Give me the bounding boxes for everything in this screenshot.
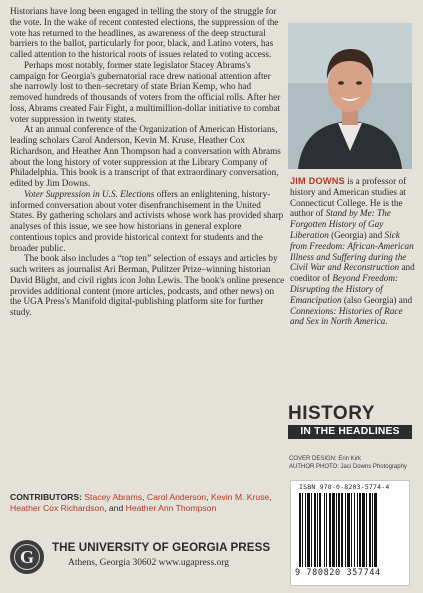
book-title: Sick from Freedom: African-American Illness and Suffering during the Civil War and Reconstruction: [290, 229, 414, 273]
series-logo: [288, 404, 412, 439]
book-title: Connexions: Histories of Race and Sex in North America: [290, 305, 403, 327]
book-title-italic: Voter Suppression in U.S. Elections: [24, 188, 155, 199]
bio-text: .: [385, 316, 388, 327]
description-paragraph-5: The book also includes a “top ten” selection of essays and articles by such writers as journalist Ari Berman, Pulitzer Prize–winning historian David Blight, and civil rights icon John Lewis. The book's online presence provides additional content (more articles, podcasts, and other news) on the UGA Press's Manifold digital-publishing platform site for further study.: [10, 253, 285, 317]
contributor-name: Kevin M. Kruse: [210, 492, 270, 502]
barcode-digits: 9 780820 357744: [295, 568, 381, 578]
series-logo-top: HISTORY: [288, 403, 375, 424]
bio-text: (Georgia) and: [328, 229, 385, 240]
author-name: JIM DOWNS: [290, 176, 345, 186]
author-portrait-icon: [288, 23, 412, 169]
contributor-name: Heather Ann Thompson: [125, 503, 217, 513]
publisher-block: [10, 538, 300, 588]
contributors-list: CONTRIBUTORS: Stacey Abrams, Carol Anderson, Kevin M. Kruse, Heather Cox Richardson, and Heather Ann Thompson: [10, 492, 272, 513]
contributor-name: Stacey Abrams: [84, 492, 143, 502]
press-seal-icon: G: [10, 540, 44, 574]
bio-text: is a professor of history and American studies at Connecticut College. He is the author of: [290, 176, 407, 219]
description-paragraph-2: Perhaps most notably, former state legislator Stacey Abrams's campaign for Georgia's gubernatorial race drew national attention after she narrowly lost to then–secretary of state Brian Kemp, who had removed hundreds of thousands of voters from the official rolls. After her loss, Abrams created Fair Fight, a multimillion-dollar initiative to combat voter suppression in twenty states.: [10, 59, 281, 124]
author-photo-credit: AUTHOR PHOTO: Jaci Downs Photography: [289, 464, 407, 470]
contributor-name: Carol Anderson: [146, 492, 207, 502]
author-bio: [290, 176, 418, 327]
description-paragraph-1: Historians have long been engaged in telling the story of the struggle for the vote. In the wake of recent contested elections, the suppression of the vote has returned to the headlines, as awareness of the deep structural barriers to the ballot, particularly for poor, black, and Latino voters, has called attention to the historical roots of issues related to voting access.: [10, 6, 279, 59]
publisher-address: Athens, Georgia 30602 www.ugapress.org: [68, 558, 230, 568]
book-title: Stand by Me: The Forgotten History of Gay Liberation: [290, 208, 391, 240]
cover-design-credit: COVER DESIGN: Erin Kirk: [289, 456, 362, 462]
author-photo: [288, 23, 412, 169]
series-logo-bar: IN THE HEADLINES: [288, 425, 412, 439]
barcode-bars-icon: [299, 493, 403, 567]
back-cover-description: [10, 6, 285, 318]
description-paragraph-4: [10, 189, 285, 254]
isbn-text: ISBN 978-0-8203-5774-4: [299, 483, 390, 491]
bio-text: and coeditor of: [290, 262, 415, 284]
publisher-name: THE UNIVERSITY OF GEORGIA PRESS: [52, 541, 271, 554]
description-paragraph-3: At an annual conference of the Organization of American Historians, leading scholars Carol Anderson, Kevin M. Kruse, Heather Cox Richardson, and Heather Ann Thompson had a conversation with Abrams about the long history of voter suppression at the Library Company of Philadelphia. This book is a transcript of that extraordinary conversation, edited by Jim Downs.: [10, 124, 281, 188]
contributors-label: CONTRIBUTORS:: [10, 492, 82, 502]
cover-credits: [289, 455, 419, 471]
contributor-name: Heather Cox Richardson: [10, 503, 105, 513]
book-title: Beyond Freedom: Disrupting the History of Emancipation: [290, 273, 399, 305]
isbn-barcode: [290, 480, 410, 586]
description-paragraph-4-text: offers an enlightening, history-informed conversation about voter disenfranchisement in the United States. By gathering scholars and activists whose work has provided sharp analyses of this issue, we see how historians in general explore contentious topics and provide historical context for students and the broader public.: [10, 188, 284, 253]
bio-text: (also Georgia) and: [341, 294, 413, 305]
contributors-conjunction: and: [108, 503, 124, 513]
